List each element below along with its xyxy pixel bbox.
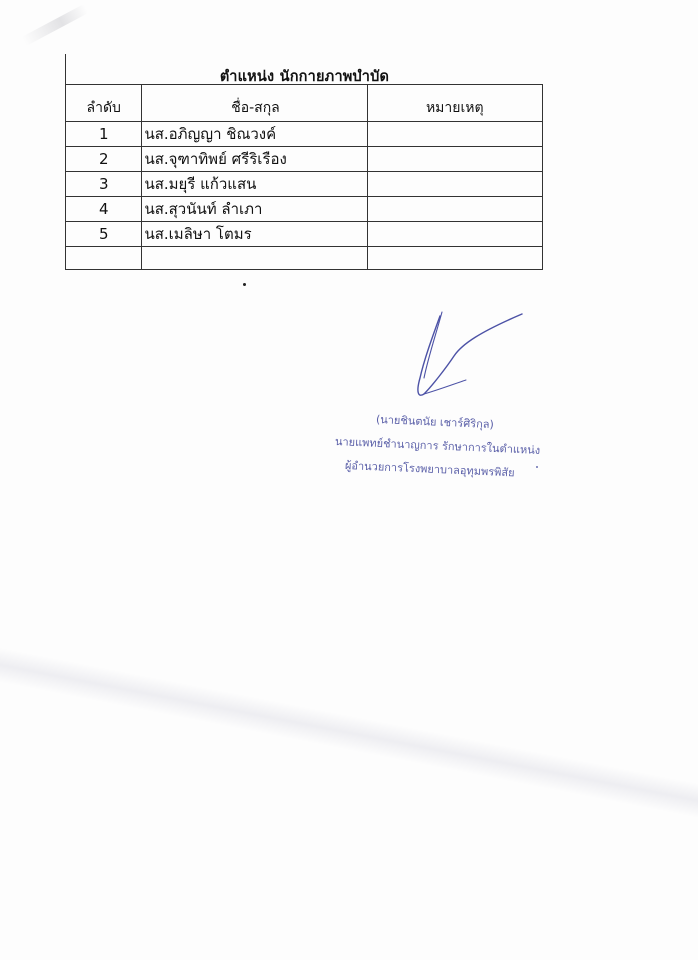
header-note: หมายเหตุ (367, 85, 542, 122)
row-no: 5 (66, 222, 142, 247)
signatory-position: ผู้อำนวยการโรงพยาบาลอุทุมพรพิสัย (344, 459, 515, 480)
row-name: นส.อภิญญา ชิณวงค์ (142, 122, 367, 147)
scan-streak (0, 640, 698, 830)
handwritten-signature (402, 308, 532, 408)
row-note (367, 222, 542, 247)
roster-table (65, 84, 543, 270)
table-row (66, 147, 543, 172)
row-name: นส.จุฑาทิพย์ ศรีริเรือง (142, 147, 367, 172)
table-row-empty (66, 247, 543, 270)
table-header-row (66, 85, 543, 122)
row-note (367, 147, 542, 172)
row-no: 2 (66, 147, 142, 172)
header-name: ชื่อ-สกุล (142, 85, 367, 122)
row-name (142, 247, 367, 270)
table-row (66, 197, 543, 222)
table-row (66, 122, 543, 147)
ink-speck (536, 466, 538, 468)
row-no: 3 (66, 172, 142, 197)
row-name: นส.สุวนันท์ ลำเภา (142, 197, 367, 222)
roster-table-block (65, 54, 543, 258)
table-row (66, 172, 543, 197)
row-note (367, 122, 542, 147)
scan-mark (22, 4, 89, 46)
stray-dot (243, 283, 246, 286)
row-no: 4 (66, 197, 142, 222)
row-note (367, 172, 542, 197)
row-note (367, 247, 542, 270)
table-title: ตำแหน่ง นักกายภาพบำบัด (219, 69, 390, 85)
row-name: นส.เมลิษา โตมร (142, 222, 367, 247)
signatory-name: (นายชินตนัย เชาร์ศิริกุล) (375, 413, 495, 432)
table-row (66, 222, 543, 247)
signatory-title: นายแพทย์ชำนาญการ รักษาการในตำแหน่ง (334, 435, 541, 457)
header-no: ลำดับ (66, 85, 142, 122)
row-no (66, 247, 142, 270)
row-note (367, 197, 542, 222)
row-name: นส.มยุรี แก้วแสน (142, 172, 367, 197)
row-no: 1 (66, 122, 142, 147)
